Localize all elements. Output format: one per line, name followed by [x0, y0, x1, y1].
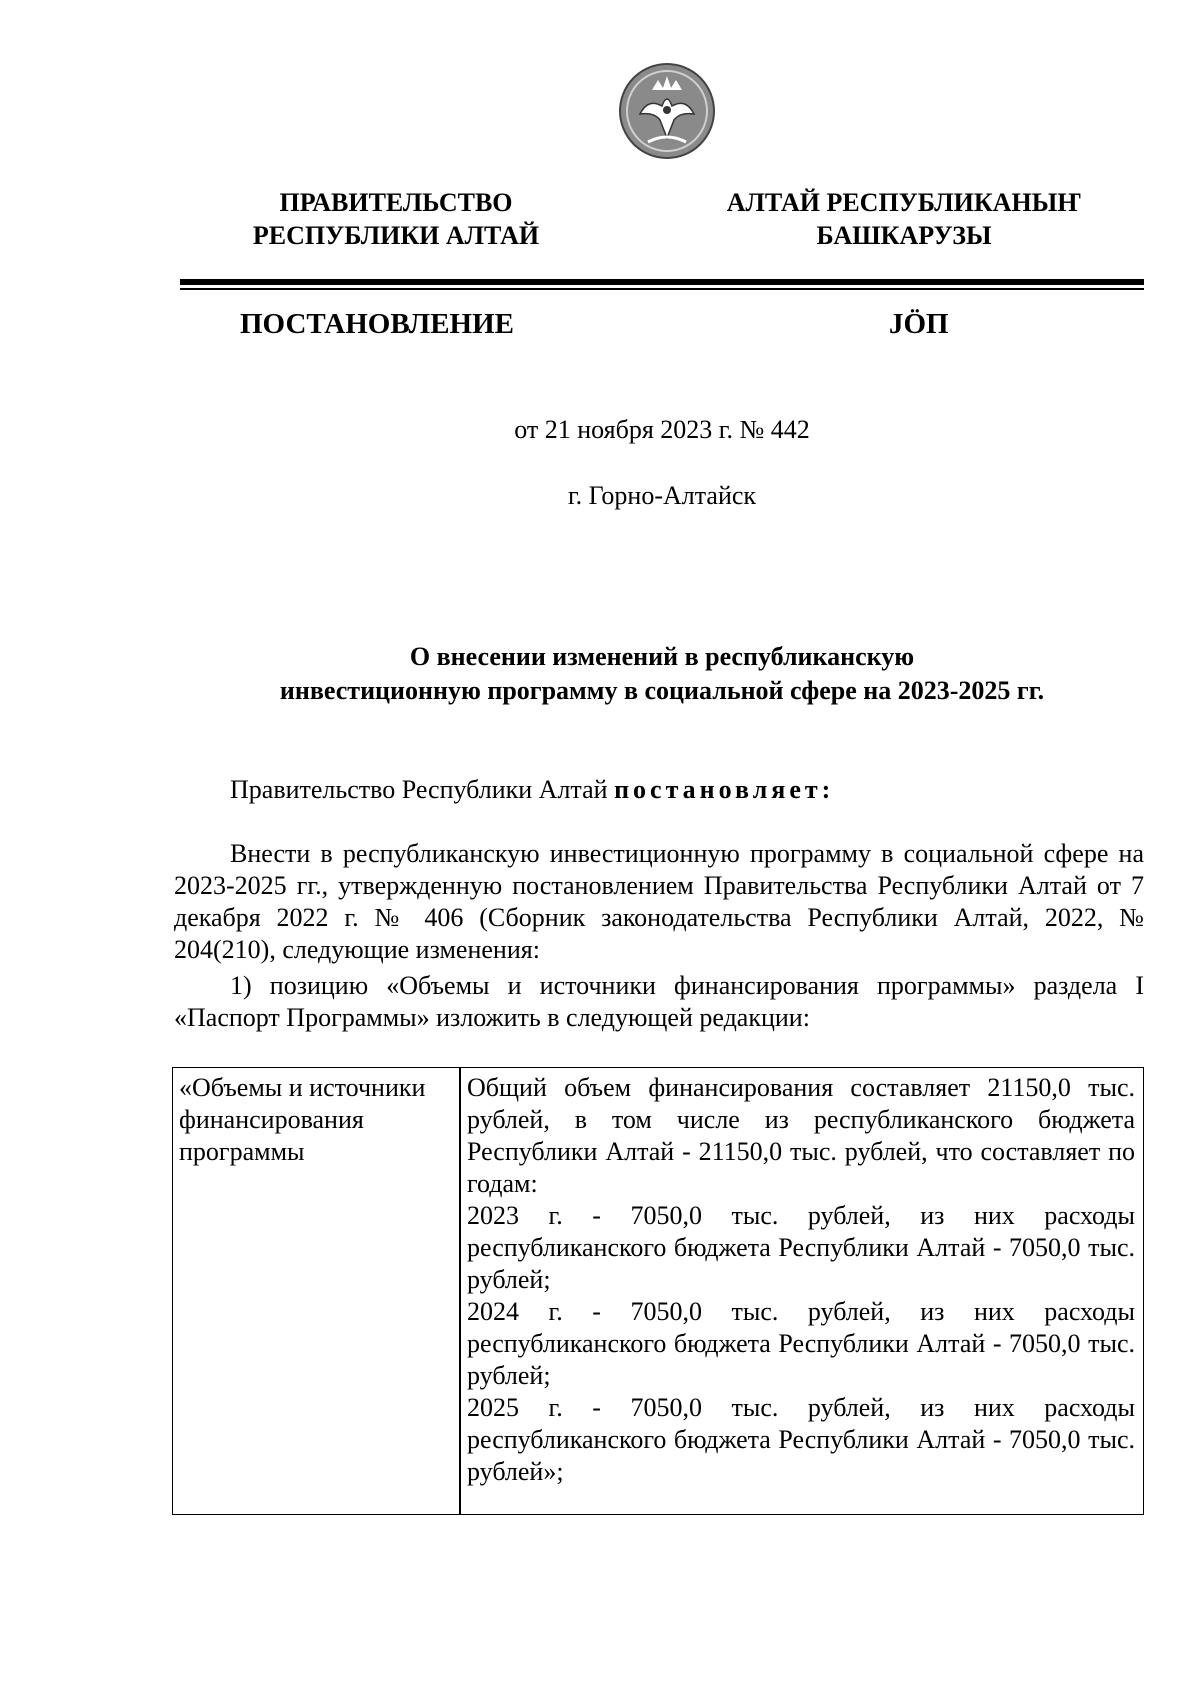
- header-right-line1: АЛТАЙ РЕСПУБЛИКАНЫҤ: [726, 188, 1082, 217]
- header-right: [684, 186, 1124, 252]
- table-cell-label: «Объемы и источники финансирования программы: [179, 1073, 426, 1166]
- header-left-line1: ПРАВИТЕЛЬСТВО: [279, 188, 513, 217]
- document-title-line1: О внесении изменений в республиканскую: [409, 642, 915, 671]
- header-divider-thin: [180, 288, 1144, 290]
- header-left-line2: РЕСПУБЛИКИ АЛТАЙ: [252, 221, 540, 250]
- document-title: [180, 640, 1144, 708]
- intro-emphasis: постановляет:: [614, 775, 835, 804]
- paragraph-1: [174, 838, 1144, 966]
- document-title-line2: инвестиционную программу в социальной сфере на 2023-2025 гг.: [279, 676, 1045, 705]
- doc-type-russian: ПОСТАНОВЛЕНИЕ: [240, 308, 515, 340]
- header-divider-thick: [180, 279, 1144, 285]
- funding-2023: 2023 г. - 7050,0 тыс. рублей, из них расходы республиканского бюджета Республики Алтай - 7050,0 тыс. рублей;: [467, 1201, 1135, 1294]
- paragraph-1-text: Внести в республиканскую инвестиционную программу в социальной сфере на 2023-2025 гг., утвержденную постановлением Правительства Республики Алтай от 7 декабря 2022 г. № 406 (Сборник законодательства Республики Алтай, 2022, № 204(210), следующие изменения:: [174, 839, 1144, 964]
- resolution-intro: [230, 774, 834, 806]
- header-right-line2: БАШКАРУЗЫ: [816, 221, 992, 250]
- paragraph-2: [174, 970, 1144, 1034]
- funding-total: Общий объем финансирования составляет 21150,0 тыс. рублей, в том числе из республиканского бюджета Республики Алтай - 21150,0 тыс. рублей, что составляет по годам:: [467, 1073, 1135, 1198]
- funding-2024: 2024 г. - 7050,0 тыс. рублей, из них расходы республиканского бюджета Республики Алтай - 7050,0 тыс. рублей;: [467, 1297, 1135, 1390]
- doc-type-altai: JÖП: [889, 308, 949, 340]
- table-cell-value: [467, 1072, 1135, 1488]
- table-column-divider: [459, 1068, 461, 1514]
- intro-text: Правительство Республики Алтай: [230, 775, 615, 804]
- funding-2025: 2025 г. - 7050,0 тыс. рублей, из них расходы республиканского бюджета Республики Алтай - 7050,0 тыс. рублей»;: [467, 1393, 1135, 1486]
- funding-table: [172, 1067, 1144, 1515]
- paragraph-2-text: 1) позицию «Объемы и источники финансирования программы» раздела I «Паспорт Программы» изложить в следующей редакции:: [174, 971, 1144, 1032]
- republic-altai-emblem-icon: [618, 62, 716, 160]
- header-left: [176, 186, 616, 252]
- document-date-number: от 21 ноября 2023 г. № 442: [514, 415, 810, 444]
- document-city: г. Горно-Алтайск: [567, 481, 757, 510]
